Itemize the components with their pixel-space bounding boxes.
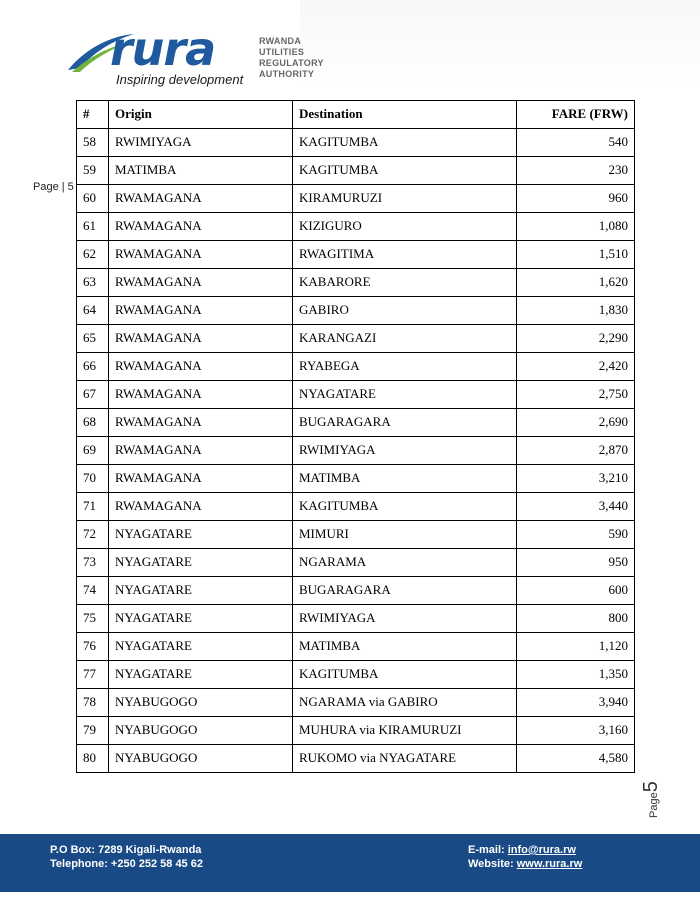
cell-origin: RWAMAGANA (109, 269, 293, 297)
cell-origin: MATIMBA (109, 157, 293, 185)
cell-destination: MATIMBA (293, 633, 517, 661)
cell-origin: NYAGATARE (109, 521, 293, 549)
cell-destination: RWIMIYAGA (293, 605, 517, 633)
table-row (77, 717, 635, 745)
cell-fare: 4,580 (517, 745, 635, 773)
footer-online (468, 843, 582, 871)
cell-origin: RWAMAGANA (109, 409, 293, 437)
cell-fare: 3,940 (517, 689, 635, 717)
cell-origin: NYAGATARE (109, 633, 293, 661)
col-header-destination: Destination (293, 101, 517, 129)
cell-origin: RWAMAGANA (109, 213, 293, 241)
footer-contact (50, 843, 203, 871)
cell-origin: RWAMAGANA (109, 437, 293, 465)
table-row (77, 437, 635, 465)
cell-destination: KIZIGURO (293, 213, 517, 241)
table-row (77, 325, 635, 353)
logo-tagline: Inspiring development (116, 72, 244, 87)
cell-number: 63 (77, 269, 109, 297)
cell-origin: RWAMAGANA (109, 353, 293, 381)
po-box: P.O Box: 7289 Kigali-Rwanda (50, 844, 202, 856)
table-row (77, 157, 635, 185)
email-link[interactable]: info@rura.rw (507, 844, 576, 856)
cell-destination: KAGITUMBA (293, 157, 517, 185)
cell-fare: 3,440 (517, 493, 635, 521)
cell-destination: RUKOMO via NYAGATARE (293, 745, 517, 773)
cell-fare: 950 (517, 549, 635, 577)
cell-destination: KIRAMURUZI (293, 185, 517, 213)
table-header-row (77, 101, 635, 129)
cell-destination: KAGITUMBA (293, 129, 517, 157)
table-row (77, 661, 635, 689)
cell-number: 80 (77, 745, 109, 773)
cell-number: 65 (77, 325, 109, 353)
cell-destination: MUHURA via KIRAMURUZI (293, 717, 517, 745)
table-row (77, 185, 635, 213)
cell-destination: KABARORE (293, 269, 517, 297)
cell-destination: GABIRO (293, 297, 517, 325)
cell-number: 77 (77, 661, 109, 689)
cell-fare: 2,690 (517, 409, 635, 437)
cell-fare: 1,510 (517, 241, 635, 269)
cell-fare: 1,080 (517, 213, 635, 241)
cell-origin: RWAMAGANA (109, 465, 293, 493)
page-number-left: Page | 5 (33, 181, 74, 193)
table-row (77, 409, 635, 437)
cell-destination: KAGITUMBA (293, 661, 517, 689)
authority-line: AUTHORITY (259, 69, 315, 79)
cell-number: 68 (77, 409, 109, 437)
cell-number: 69 (77, 437, 109, 465)
table-row (77, 493, 635, 521)
cell-destination: KARANGAZI (293, 325, 517, 353)
cell-fare: 2,290 (517, 325, 635, 353)
page-number: 5 (640, 781, 662, 793)
cell-number: 62 (77, 241, 109, 269)
cell-origin: NYABUGOGO (109, 689, 293, 717)
cell-number: 66 (77, 353, 109, 381)
table-row (77, 297, 635, 325)
cell-number: 60 (77, 185, 109, 213)
table-row (77, 241, 635, 269)
cell-destination: RYABEGA (293, 353, 517, 381)
cell-fare: 800 (517, 605, 635, 633)
cell-origin: RWAMAGANA (109, 381, 293, 409)
cell-destination: MATIMBA (293, 465, 517, 493)
table-row (77, 129, 635, 157)
cell-fare: 960 (517, 185, 635, 213)
cell-fare: 2,750 (517, 381, 635, 409)
cell-fare: 1,830 (517, 297, 635, 325)
page-word: Page (648, 792, 660, 818)
website-label: Website: (468, 858, 517, 870)
authority-line: UTILITIES (259, 47, 305, 57)
col-header-origin: Origin (109, 101, 293, 129)
cell-origin: RWAMAGANA (109, 185, 293, 213)
cell-origin: NYAGATARE (109, 661, 293, 689)
cell-number: 64 (77, 297, 109, 325)
cell-destination: NGARAMA (293, 549, 517, 577)
cell-fare: 2,870 (517, 437, 635, 465)
authority-name (259, 36, 324, 80)
table-row (77, 633, 635, 661)
cell-number: 58 (77, 129, 109, 157)
cell-destination: NYAGATARE (293, 381, 517, 409)
footer-bar (0, 834, 700, 892)
table-row (77, 605, 635, 633)
cell-number: 61 (77, 213, 109, 241)
cell-fare: 600 (517, 577, 635, 605)
table-row (77, 269, 635, 297)
cell-number: 71 (77, 493, 109, 521)
authority-line: REGULATORY (259, 58, 324, 68)
table-row (77, 521, 635, 549)
cell-number: 67 (77, 381, 109, 409)
cell-number: 76 (77, 633, 109, 661)
cell-fare: 590 (517, 521, 635, 549)
col-header-fare: FARE (FRW) (517, 101, 635, 129)
authority-line: RWANDA (259, 36, 302, 46)
table-row (77, 213, 635, 241)
cell-origin: RWAMAGANA (109, 241, 293, 269)
cell-destination: BUGARAGARA (293, 409, 517, 437)
cell-fare: 230 (517, 157, 635, 185)
fare-table (76, 100, 635, 773)
cell-number: 72 (77, 521, 109, 549)
table-row (77, 549, 635, 577)
cell-origin: NYAGATARE (109, 549, 293, 577)
cell-origin: RWAMAGANA (109, 297, 293, 325)
col-header-number: # (77, 101, 109, 129)
website-line (468, 857, 582, 871)
cell-fare: 1,350 (517, 661, 635, 689)
cell-origin: NYABUGOGO (109, 717, 293, 745)
cell-number: 74 (77, 577, 109, 605)
cell-destination: NGARAMA via GABIRO (293, 689, 517, 717)
cell-number: 59 (77, 157, 109, 185)
cell-origin: NYAGATARE (109, 577, 293, 605)
rura-logo (66, 22, 326, 92)
cell-origin: NYAGATARE (109, 605, 293, 633)
table-row (77, 381, 635, 409)
cell-fare: 3,210 (517, 465, 635, 493)
table-row (77, 577, 635, 605)
email-line (468, 843, 582, 857)
website-link[interactable]: www.rura.rw (516, 858, 583, 870)
cell-fare: 1,120 (517, 633, 635, 661)
cell-number: 78 (77, 689, 109, 717)
cell-origin: NYABUGOGO (109, 745, 293, 773)
cell-destination: RWAGITIMA (293, 241, 517, 269)
email-label: E-mail: (468, 844, 508, 856)
cell-destination: BUGARAGARA (293, 577, 517, 605)
cell-destination: MIMURI (293, 521, 517, 549)
cell-origin: RWAMAGANA (109, 325, 293, 353)
telephone: Telephone: +250 252 58 45 62 (50, 858, 203, 870)
cell-number: 79 (77, 717, 109, 745)
logo-wordmark: rura (110, 22, 216, 76)
cell-number: 75 (77, 605, 109, 633)
table-row (77, 353, 635, 381)
cell-origin: RWAMAGANA (109, 493, 293, 521)
cell-number: 70 (77, 465, 109, 493)
table-row (77, 465, 635, 493)
cell-fare: 1,620 (517, 269, 635, 297)
cell-fare: 3,160 (517, 717, 635, 745)
cell-number: 73 (77, 549, 109, 577)
cell-fare: 2,420 (517, 353, 635, 381)
table-row (77, 745, 635, 773)
cell-fare: 540 (517, 129, 635, 157)
table-row (77, 689, 635, 717)
cell-destination: KAGITUMBA (293, 493, 517, 521)
page-number-right (640, 781, 690, 818)
cell-origin: RWIMIYAGA (109, 129, 293, 157)
cell-destination: RWIMIYAGA (293, 437, 517, 465)
header-watermark (300, 0, 700, 90)
